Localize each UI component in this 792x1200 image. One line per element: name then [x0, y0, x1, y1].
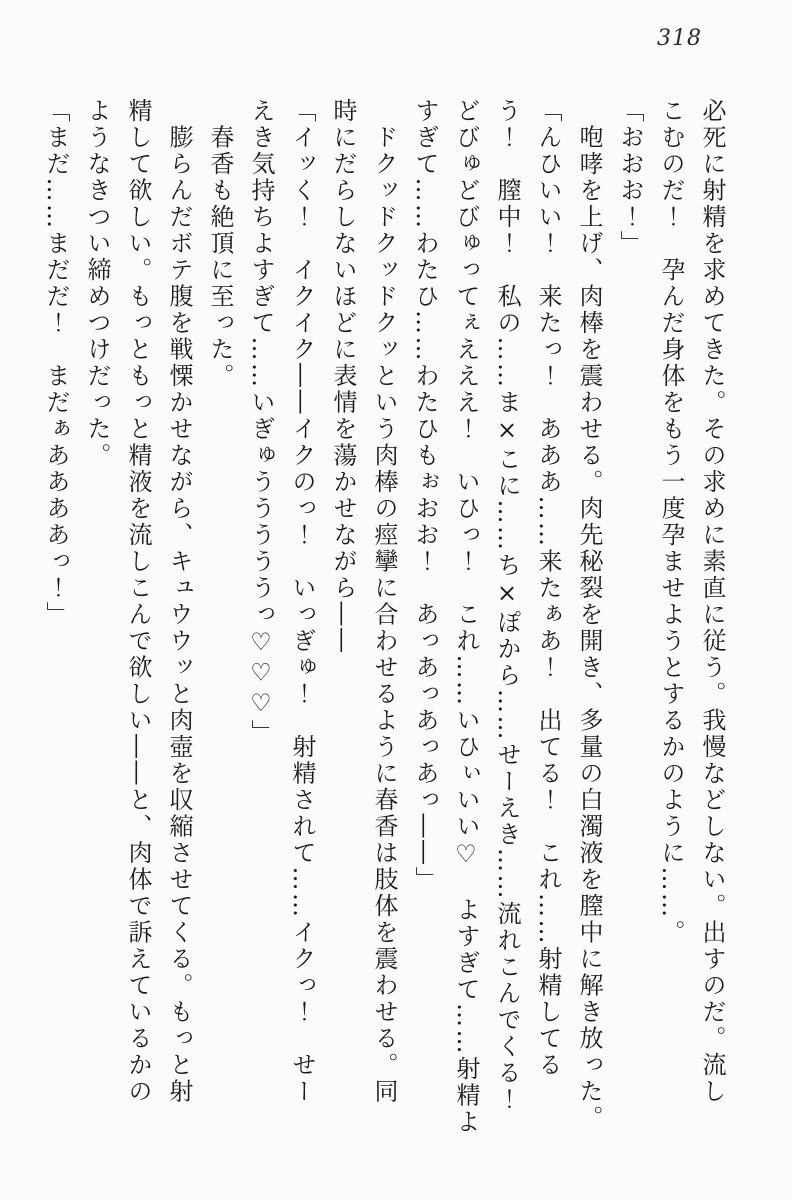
text-column: どびゅどびゅってぇえええ！ いひっ！ これ……いひぃいい♡ よすぎて……射精よ: [452, 98, 480, 1136]
text-column: すぎて……わたひ……わたひもぉおお！ あっあっあっあっ――」: [411, 98, 439, 893]
text-column: 「おおお！」: [616, 98, 644, 257]
text-column: 必死に射精を求めてきた。その求めに素直に従う。我慢などしない。出すのだ。流し: [698, 98, 726, 1105]
text-column: 「イッく！ イクイク――イクのっ！ いっぎゅ！ 射精されて……イクっ！ せー: [288, 98, 316, 1105]
page-number: 318: [657, 26, 702, 51]
text-column: 膨らんだボテ腹を戦慄かせながら、キュウウッと肉壺を収縮させてくる。もっと射: [165, 98, 193, 1105]
vertical-text-block: [35, 98, 732, 1143]
text-column: ドクッドクッドクッという肉棒の痙攣に合わせるように春香は肢体を震わせる。同: [370, 98, 398, 1105]
text-column: こむのだ！ 孕んだ身体をもう一度孕ませようとするかのように……。: [657, 98, 685, 946]
text-column: 春香も絶頂に至った。: [206, 98, 234, 390]
text-column: う！ 膣中！ 私の……ま×こに……ち×ぽから……せーえき……流れこんでくる！: [493, 98, 521, 1113]
text-column: 咆哮を上げ、肉棒を震わせる。肉先秘裂を開き、多量の白濁液を膣中に解き放った。: [575, 98, 603, 1132]
text-column: えき気持ちよすぎて……いぎゅうううううっ♡♡♡」: [247, 98, 275, 746]
text-column: 精して欲しい。もっともっと精液を流しこんで欲しい――と、肉体で訴えているかの: [124, 98, 152, 1105]
text-column: 「んひいい！ 来たっ！ あああ……来たぁあ！ 出てる！ これ……射精してる: [534, 98, 562, 1079]
text-column: 時にだらしないほどに表情を蕩かせながら――: [329, 98, 357, 655]
text-column: 「まだ……まだだ！ まだぁああああっ！」: [42, 98, 70, 628]
text-column: ようなきつい締めつけだった。: [83, 98, 111, 469]
